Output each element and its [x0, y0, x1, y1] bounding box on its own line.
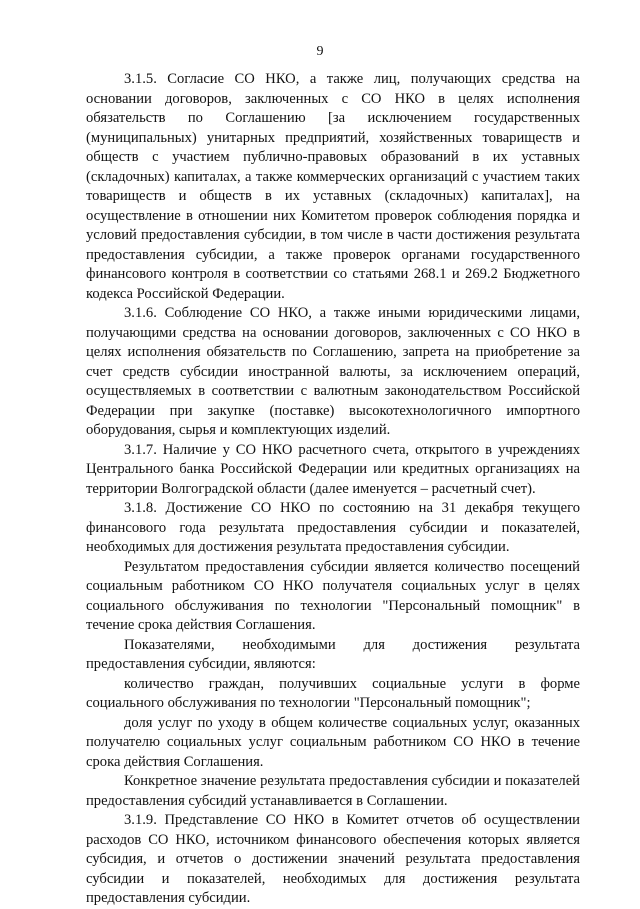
paragraph-indicators-intro: Показателями, необходимыми для достижения результата предоставления субсидии, являются: — [86, 636, 580, 672]
paragraph-3-1-5: 3.1.5. Согласие СО НКО, а также лиц, получающих средства на основании договоров, заключенных с СО НКО в целях исполнения обязательств по Соглашению [за исключением государственных (муниципальных) унитарных предприятий, хозяйственных товариществ и обществ с участием публично-правовых образований в их уставных (складочных) капиталах, а также коммерческих организаций с участием таких товариществ и обществ в их уставных (складочных) капиталах], на осуществление в отношении них Комитетом проверок соблюдения порядка и условий предоставления субсидии, в том числе в части достижения результата предоставления субсидии, а также проверок органами государственного финансового контроля в соответствии со статьями 268.1 и 269.2 Бюджетного кодекса Российской Федерации. — [86, 71, 580, 302]
paragraph-3-1-7: 3.1.7. Наличие у СО НКО расчетного счета, открытого в учреждениях Центрального банка Российской Федерации или кредитных организациях на территории Волгоградской области (далее именуется – расчетный счет). — [86, 441, 580, 497]
paragraph-result-definition: Результатом предоставления субсидии является количество посещений социальным работником СО НКО получателя социальных услуг в целях социального обслуживания по технологии "Персональный помощник" в течение срока действия Соглашения. — [86, 558, 580, 633]
paragraph-3-1-8: 3.1.8. Достижение СО НКО по состоянию на 31 декабря текущего финансового года результата предоставления субсидии и показателей, необходимых для достижения результата предоставления субсидии. — [86, 500, 580, 555]
paragraph-specific-values: Конкретное значение результата предоставления субсидии и показателей предоставления субсидий устанавливается в Соглашении. — [86, 773, 580, 809]
document-body — [86, 70, 580, 909]
paragraph-3-1-9: 3.1.9. Представление СО НКО в Комитет отчетов об осуществлении расходов СО НКО, источником финансового обеспечения которых является субсидия, и отчетов о достижении значений результата предоставления субсидии и показателей, необходимых для достижения результата предоставления субсидии. — [86, 812, 580, 906]
page-number: 9 — [316, 44, 324, 59]
paragraph-indicator-citizens-count: количество граждан, получивших социальные услуги в форме социального обслуживания по технологии "Персональный помощник"; — [86, 675, 580, 711]
paragraph-3-1-6: 3.1.6. Соблюдение СО НКО, а также иными юридическими лицами, получающими средства на основании договоров, заключенных с СО НКО в целях исполнения обязательств по Соглашению, запрета на приобретение за счет средств субсидии иностранной валюты, за исключением операций, осуществляемых в соответствии с валютным законодательством Российской Федерации при закупке (поставке) высокотехнологичного импортного оборудования, сырья и комплектующих изделий. — [86, 305, 580, 438]
paragraph-indicator-care-share: доля услуг по уходу в общем количестве социальных услуг, оказанных получателю социальных услуг социальным работником СО НКО в течение срока действия Соглашения. — [86, 714, 580, 770]
